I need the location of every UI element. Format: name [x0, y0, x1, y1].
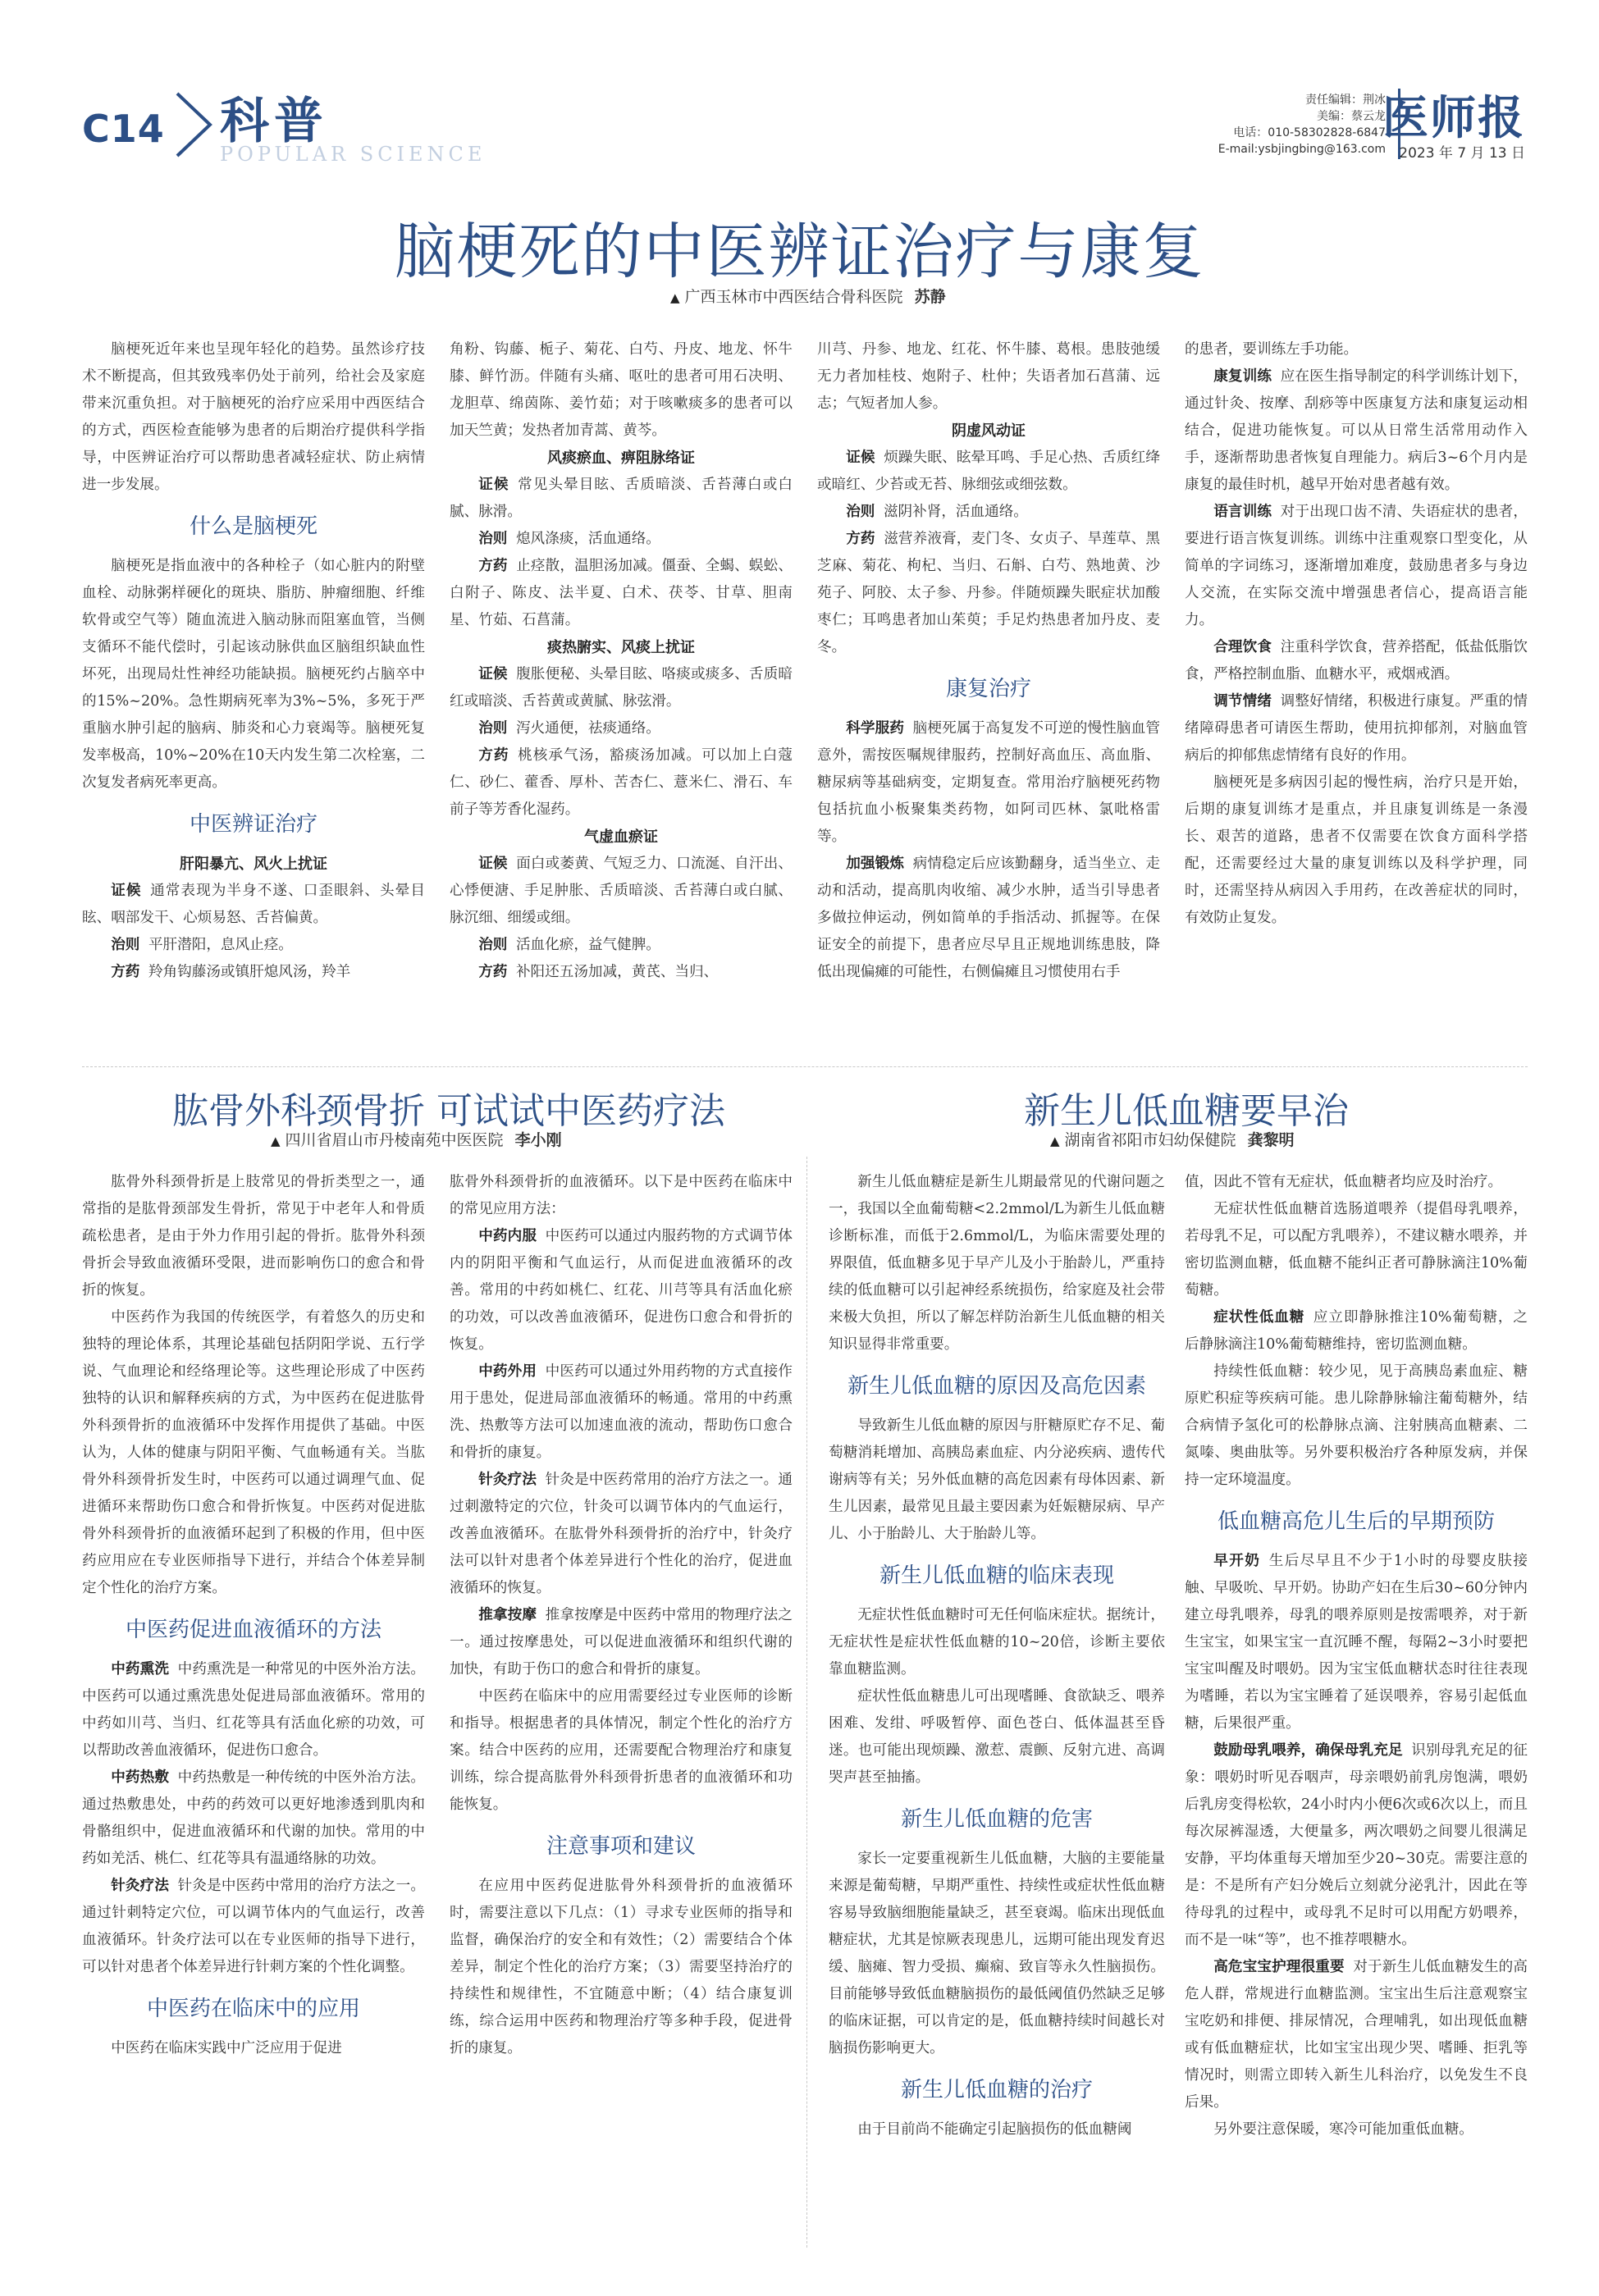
- paragraph-text: 对于新生儿低血糖发生的高危人群，常规进行血糖监测。宝宝出生后注意观察宝宝吃奶和排便、排尿情况，合理哺乳，如出现低血糖或有低血糖症状，比如宝宝出现少哭、嗜睡、拒乳等情况时，则需立即转入新生儿科治疗，以免发生不良后果。: [1185, 1959, 1528, 2111]
- paragraph-text: 针灸是中医药中常用的治疗方法之一。通过针刺特定穴位，可以调节体内的气血运行，改善血液循环。针灸疗法可以在专业医师的指导下进行，可以针对患者个体差异进行针刺方案的个性化调整。: [82, 1878, 425, 1975]
- subheading: 中医药促进血液循环的方法: [125, 1618, 381, 1642]
- lead-term: 中药熏洗: [111, 1661, 170, 1677]
- paragraph: [817, 526, 1160, 661]
- subheading: 新生儿低血糖的原因及高危因素: [847, 1374, 1146, 1399]
- paragraph: [817, 445, 1160, 499]
- email-line: E-mail:ysbjingbing@163.com: [1218, 143, 1386, 156]
- lead-term: 症状性低血糖: [1213, 1309, 1305, 1326]
- paragraph-text: 脑梗死属于高复发不可逆的慢性脑血管意外，需按医嘱规律服药，控制好高血压、高血脂、糖尿病等基础病变，定期复查。常用治疗脑梗死药物包括抗血小板聚集类药物，如阿司匹林、氯吡格雷等。: [817, 720, 1160, 845]
- phone-line: 电话：010-58302828-6847: [1233, 126, 1386, 139]
- subheading: 康复治疗: [945, 677, 1031, 701]
- lead-term: 证候: [478, 477, 509, 493]
- paragraph: 由于目前尚不能确定引起脑损伤的低血糖阈: [857, 2121, 1132, 2138]
- lead-term: 语言训练: [1213, 504, 1272, 520]
- paragraph: 中医药在临床中的应用需要经过专业医师的诊断和指导。根据患者的具体情况，制定个性化的治疗方案。结合中医药的应用，还需要配合物理治疗和康复训练，综合提高肱骨外科颈骨折患者的血液循环和功能恢复。: [450, 1688, 793, 1813]
- paragraph: [82, 932, 425, 959]
- paragraph-text: 泻火通便，祛痰通络。: [515, 720, 660, 737]
- paragraph: 川芎、丹参、地龙、红花、怀牛膝、葛根。患肢弛缓无力者加桂枝、炮附子、杜仲；失语者加石菖蒲、远志；气短者加人参。: [817, 341, 1160, 412]
- article-1-column-1: [82, 336, 425, 986]
- paragraph: [82, 959, 425, 986]
- paragraph: 脑梗死是多病因引起的慢性病，治疗只是开始，后期的康复训练才是重点，并且康复训练是一条漫长、艰苦的道路，患者不仅需要在饮食方面科学搭配，还需要经过大量的康复训练以及科学护理，同时，还需坚持从病因入手用药，在改善症状的同时，有效防止复发。: [1185, 774, 1528, 926]
- lead-term: 推拿按摩: [478, 1607, 537, 1623]
- paragraph: [817, 499, 1160, 526]
- paragraph: 中医药作为我国的传统医学，有着悠久的历史和独特的理论体系，其理论基础包括阴阳学说、五行学说、气血理论和经络理论等。这些理论形成了中医药独特的认识和解释疾病的方式，为中医药在促进肱骨外科颈骨折的血液循环中发挥作用提供了基础。中医认为，人体的健康与阴阳平衡、气血畅通有关。当肱骨外科颈骨折发生时，中医药可以通过调理气血、促进循环来帮助伤口愈合和骨折恢复。中医药对促进肱骨外科颈骨折的血液循环起到了积极的作用，但中医药应用应在专业医师指导下进行，并结合个体差异制定个性化的治疗方案。: [82, 1309, 425, 1596]
- page-number: C14: [82, 107, 165, 151]
- paragraph-text: 常见头晕目眩、舌质暗淡、舌苔薄白或白腻、脉滑。: [450, 477, 793, 520]
- author-name: 苏静: [914, 288, 946, 306]
- article-1-column-4: [1185, 336, 1528, 932]
- paragraph: 无症状性低血糖首选肠道喂养（提倡母乳喂养，若母乳不足，可以配方乳喂养），不建议糖水喂养，并密切监测血糖，低血糖不能纠正者可静脉滴注10%葡萄糖。: [1185, 1201, 1528, 1299]
- subheading: 中医辨证治疗: [189, 812, 318, 837]
- subheading: 低血糖高危儿生后的早期预防: [1217, 1509, 1495, 1534]
- subheading: 什么是脑梗死: [189, 514, 318, 539]
- paragraph-text: 中药熏洗是一种常见的中医外治方法。中医药可以通过熏洗患处促进局部血液循环。常用的中药如川芎、当归、红花等具有活血化瘀的功效，可以帮助改善血液循环，促进伤口愈合。: [82, 1661, 425, 1759]
- paragraph-text: 活血化瘀，益气健脾。: [515, 937, 660, 953]
- article-2-column-1: [82, 1169, 425, 2062]
- lead-term: 科学服药: [846, 720, 905, 737]
- paragraph-text: 平肝潜阳，息风止痉。: [148, 937, 293, 953]
- paragraph: [1185, 499, 1528, 634]
- triangle-icon: ▲: [1050, 1134, 1060, 1148]
- lead-term: 治则: [846, 504, 875, 520]
- paragraph-text: 推拿按摩是中医药中常用的物理疗法之一。通过按摩患处，可以促进血液循环和组织代谢的加快，有助于伤口的愈合和骨折的康复。: [450, 1607, 793, 1677]
- article-2-headline: 肱骨外科颈骨折 可试试中医药疗法: [172, 1090, 725, 1132]
- paragraph-text: 生后尽早且不少于1小时的母婴皮肤接触、早吸吮、早开奶。协助产妇在生后30~60分钟内建立母乳喂养，母乳的喂养原则是按需喂养，对于新生宝宝，如果宝宝一直沉睡不醒，每隔2~3小时要把宝宝叫醒及时喂奶。因为宝宝低血糖状态时往往表现为嗜睡，若以为宝宝睡着了延误喂养，容易引起低血糖，后果很严重。: [1185, 1553, 1528, 1732]
- lead-term: 证候: [478, 856, 508, 872]
- lead-term: 中药外用: [478, 1363, 537, 1380]
- paragraph: [450, 742, 793, 824]
- paragraph: [450, 851, 793, 932]
- paragraph: [450, 661, 793, 715]
- paragraph-text: 补阳还五汤加减，黄芪、当归、: [515, 964, 719, 980]
- paragraph: [82, 1873, 425, 1981]
- author-name: 李小刚: [514, 1131, 562, 1149]
- section-divider: [82, 1066, 1528, 1067]
- paragraph: [450, 526, 793, 553]
- paragraph-text: 通常表现为半身不遂、口歪眼斜、头晕目眩、咽部发干、心烦易怒、舌苔偏黄。: [82, 883, 425, 926]
- paragraph: [450, 1467, 793, 1602]
- syndrome-heading: 痰热腑实、风痰上扰证: [547, 639, 695, 656]
- section-title: 科普: [220, 93, 328, 150]
- paragraph: 中医药在临床实践中广泛应用于促进: [111, 2040, 342, 2056]
- paragraph: [450, 1358, 793, 1467]
- paragraph: [1185, 688, 1528, 769]
- paragraph-text: 烦躁失眠、眩晕耳鸣、手足心热、舌质红绛或暗红、少苔或无苔、脉细弦或细弦数。: [817, 450, 1160, 493]
- paragraph: [1185, 1737, 1528, 1954]
- article-2-byline: [271, 1128, 562, 1150]
- paragraph: 肱骨外科颈骨折是上肢常见的骨折类型之一，通常指的是肱骨颈部发生骨折，常见于中老年人和骨质疏松患者，是由于外力作用引起的骨折。肱骨外科颈骨折会导致血液循环受限，进而影响伤口的愈合和骨折的恢复。: [82, 1174, 425, 1299]
- syndrome-heading: 风痰瘀血、痹阻脉络证: [547, 450, 695, 467]
- paragraph: [450, 715, 793, 742]
- chevron-right-icon: [172, 90, 217, 159]
- article-3-headline: 新生儿低血糖要早治: [1024, 1090, 1349, 1132]
- subheading: 中医药在临床中的应用: [146, 1997, 360, 2021]
- lead-term: 证候: [478, 666, 508, 682]
- syndrome-heading: 阴虚风动证: [952, 422, 1026, 440]
- paragraph: [82, 1656, 425, 1764]
- paragraph-text: 面白或萎黄、气短乏力、口流涎、自汗出、心悸便溏、手足肿胀、舌质暗淡、舌苔薄白或白腻、脉沉细、细缓或细。: [450, 856, 793, 926]
- paragraph-text: 止痉散，温胆汤加减。僵蚕、全蝎、蜈蚣、白附子、陈皮、法半夏、白术、茯苓、甘草、胆南星、竹茹、石菖蒲。: [450, 558, 793, 628]
- paragraph-text: 腹胀便秘、头晕目眩、咯痰或痰多、舌质暗红或暗淡、舌苔黄或黄腻、脉弦滑。: [450, 666, 793, 710]
- paragraph: [450, 1223, 793, 1358]
- paragraph: [817, 715, 1160, 851]
- paragraph: [450, 932, 793, 959]
- lead-term: 治则: [478, 531, 508, 547]
- lead-term: 治则: [478, 937, 508, 953]
- paragraph-text: 病情稳定后应该勤翻身，适当坐立、走动和活动，提高肌肉收缩、减少水肿，适当引导患者多做拉伸运动，例如简单的手指活动、抓握等。在保证安全的前提下，患者应尽早且正规地训练患肢，降低出现偏瘫的可能性，右侧偏瘫且习惯使用右手: [817, 856, 1160, 980]
- paragraph: 值，因此不管有无症状，低血糖者均应及时治疗。: [1185, 1174, 1503, 1190]
- paragraph: [450, 959, 793, 986]
- paragraph: 症状性低血糖患儿可出现嗜睡、食欲缺乏、喂养困难、发绀、呼吸暂停、面色苍白、低体温甚至昏迷。也可能出现烦躁、激惹、震颤、反射亢进、高调哭声甚至抽搐。: [829, 1688, 1165, 1786]
- lead-term: 治则: [478, 720, 508, 737]
- lead-term: 早开奶: [1213, 1553, 1261, 1569]
- paragraph: 的患者，要训练左手功能。: [1185, 341, 1359, 358]
- subheading: 新生儿低血糖的临床表现: [879, 1563, 1114, 1588]
- triangle-icon: ▲: [670, 290, 680, 305]
- lead-term: 鼓励母乳喂养，确保母乳充足: [1213, 1742, 1403, 1759]
- author-org: 广西玉林市中西医结合骨科医院: [684, 288, 903, 306]
- lead-term: 高危宝宝护理很重要: [1213, 1959, 1345, 1975]
- article-3-byline: [1050, 1128, 1295, 1150]
- paragraph: [450, 1602, 793, 1683]
- column-divider: [806, 1157, 807, 2248]
- paragraph: [1185, 1954, 1528, 2116]
- paragraph-text: 针灸是中医药常用的治疗方法之一。通过刺激特定的穴位，针灸可以调节体内的气血运行，改善血液循环。在肱骨外科颈骨折的治疗中，针灸疗法可以针对患者个体差异进行个性化的治疗，促进血液循环的恢复。: [450, 1472, 793, 1596]
- paragraph-text: 应在医生指导制定的科学训练计划下，通过针灸、按摩、刮痧等中医康复方法和康复运动相结合，促进功能恢复。可以从日常生活常用动作入手，逐渐帮助患者恢复自理能力。病后3~6个月内是康复的最佳时机，越早开始对患者越有效。: [1185, 368, 1528, 493]
- author-name: 龚黎明: [1247, 1131, 1295, 1149]
- paragraph: [1185, 634, 1528, 688]
- subheading: 新生儿低血糖的治疗: [900, 2078, 1093, 2102]
- lead-term: 针灸疗法: [478, 1472, 537, 1488]
- paragraph-text: 中医药可以通过外用药物的方式直接作用于患处，促进局部血液循环的畅通。常用的中药熏洗、热敷等方法可以加速血液的流动，帮助伤口愈合和骨折的康复。: [450, 1363, 793, 1461]
- paragraph: 导致新生儿低血糖的原因与肝糖原贮存不足、葡萄糖消耗增加、高胰岛素血症、内分泌疾病、遗传代谢病等有关；另外低血糖的高危因素有母体因素、新生儿因素，最常见且最主要因素为妊娠糖尿病、早产儿、小于胎龄儿、大于胎龄儿等。: [829, 1417, 1165, 1542]
- paragraph: 无症状性低血糖时可无任何临床症状。据统计，无症状性是症状性低血糖的10~20倍，诊断主要依靠血糖监测。: [829, 1607, 1165, 1677]
- lead-term: 康复训练: [1213, 368, 1272, 385]
- lead-term: 中药内服: [478, 1228, 537, 1244]
- editor-info: [1123, 92, 1386, 157]
- article-1-column-3: [817, 336, 1160, 986]
- paragraph-text: 中医药可以通过内服药物的方式调节体内的阴阳平衡和气血运行，从而促进血液循环的改善。常用的中药如桃仁、红花、川芎等具有活血化瘀的功效，可以改善血液循环，促进伤口愈合和骨折的恢复。: [450, 1228, 793, 1353]
- article-1-headline: 脑梗死的中医辨证治疗与康复: [394, 217, 1205, 287]
- lead-term: 针灸疗法: [111, 1878, 170, 1894]
- lead-term: 合理饮食: [1213, 639, 1272, 655]
- lead-term: 方药: [478, 558, 508, 574]
- lead-term: 方药: [478, 747, 509, 764]
- editor-line: 责任编辑：荆冰: [1305, 94, 1386, 107]
- paragraph-text: 注重科学饮食，营养搭配，低盐低脂饮食，严格控制血脂、血糖水平，戒烟戒酒。: [1185, 639, 1528, 682]
- article-2-column-2: [450, 1169, 793, 2062]
- article-3-column-1: [829, 1169, 1165, 2143]
- paragraph: 家长一定要重视新生儿低血糖，大脑的主要能量来源是葡萄糖，早期严重性、持续性或症状性低血糖容易导致脑细胞能量缺乏，甚至衰竭。临床出现低血糖症状，尤其是惊厥表现患儿，远期可能出现发育迟缓、脑瘫、智力受损、癫痫、致盲等永久性脑损伤。目前能够导致低血糖脑损伤的最低阈值仍然缺乏足够的临床证据，可以肯定的是，低血糖持续时间越长对脑损伤影响更大。: [829, 1851, 1165, 2056]
- lead-term: 调节情绪: [1213, 693, 1272, 710]
- subheading: 注意事项和建议: [546, 1834, 696, 1859]
- paragraph-text: 中药热敷是一种传统的中医外治方法。通过热敷患处，中药的药效可以更好地渗透到肌肉和骨骼组织中，促进血液循环和代谢的加快。常用的中药如羌活、桃仁、红花等具有温通络脉的功效。: [82, 1769, 425, 1867]
- lead-term: 方药: [478, 964, 508, 980]
- paragraph: [817, 851, 1160, 986]
- lead-term: 中药热敷: [111, 1769, 170, 1786]
- article-1-byline: [670, 285, 946, 307]
- lead-term: 方药: [111, 964, 140, 980]
- paragraph: 角粉、钩藤、栀子、菊花、白芍、丹皮、地龙、怀牛膝、鲜竹沥。伴随有头痛、呕吐的患者可用石决明、龙胆草、绵茵陈、姜竹茹；对于咳嗽痰多的患者可以加天竺黄；发热者加青蒿、黄芩。: [450, 341, 793, 439]
- paragraph: 持续性低血糖：较少见，见于高胰岛素血症、糖原贮积症等疾病可能。患儿除静脉输注葡萄糖外，结合病情予氢化可的松静脉点滴、注射胰高血糖素、二氮嗪、奥曲肽等。另外要积极治疗各种原发病，并保持一定环境温度。: [1185, 1363, 1528, 1488]
- paragraph-text: 滋营养液膏，麦门冬、女贞子、旱莲草、黑芝麻、菊花、枸杞、当归、石斛、白芍、熟地黄、沙苑子、阿胶、太子参、丹参。伴随烦躁失眠症状加酸枣仁；耳鸣患者加山茱萸；手足灼热患者加丹皮、麦冬。: [817, 531, 1160, 655]
- designer-line: 美编：蔡云龙: [1317, 110, 1386, 123]
- paragraph: 新生儿低血糖症是新生儿期最常见的代谢问题之一，我国以全血葡萄糖<2.2mmol/L为新生儿低血糖诊断标准，而低于2.6mmol/L，为临床需要处理的界限值，低血糖多见于早产儿及小于胎龄儿，严重持续的低血糖可以引起神经系统损伤，给家庭及社会带来极大负担，所以了解怎样防治新生儿低血糖的相关知识显得非常重要。: [829, 1174, 1165, 1353]
- paragraph-text: 桃核承气汤，豁痰汤加减。可以加上白蔻仁、砂仁、藿香、厚朴、苦杏仁、薏米仁、滑石、车前子等芳香化湿药。: [450, 747, 793, 818]
- author-org: 四川省眉山市丹棱南苑中医医院: [285, 1131, 504, 1149]
- paragraph: 肱骨外科颈骨折的血液循环。以下是中医药在临床中的常见应用方法：: [450, 1174, 793, 1217]
- subheading: 新生儿低血糖的危害: [900, 1807, 1093, 1832]
- lead-term: 加强锻炼: [846, 856, 905, 872]
- article-3-column-2: [1185, 1169, 1528, 2143]
- paragraph-text: 调整好情绪，积极进行康复。严重的情绪障碍患者可请医生帮助，使用抗抑郁剂，对脑血管病后的抑郁焦虑情绪有良好的作用。: [1185, 693, 1528, 764]
- paragraph-text: 滋阴补肾，活血通络。: [883, 504, 1028, 520]
- paragraph: [82, 878, 425, 932]
- paragraph: [1185, 1304, 1528, 1358]
- paragraph: 在应用中医药促进肱骨外科颈骨折的血液循环时，需要注意以下几点：（1）寻求专业医师的指导和监督，确保治疗的安全和有效性；（2）需要结合个体差异，制定个性化的治疗方案；（3）需要坚持治疗的持续性和规律性，不宜随意中断；（4）结合康复训练，综合运用中医药和物理治疗等多种手段，促进骨折的康复。: [450, 1878, 793, 2056]
- paragraph: [450, 472, 793, 526]
- syndrome-heading: 肝阳暴亢、风火上扰证: [180, 856, 327, 873]
- paragraph-text: 羚角钩藤汤或镇肝熄风汤，羚羊: [148, 964, 351, 980]
- article-1-column-2: [450, 336, 793, 986]
- paragraph: [1185, 363, 1528, 499]
- paragraph: 脑梗死近年来也呈现年轻化的趋势。虽然诊疗技术不断提高，但其致残率仍处于前列，给社会及家庭带来沉重负担。对于脑梗死的治疗应采用中西医结合的方式，西医检查能够为患者的后期治疗提供科学指导，中医辨证治疗可以帮助患者减轻症状、防止病情进一步发展。: [82, 341, 425, 493]
- lead-term: 证候: [111, 883, 142, 899]
- paragraph-text: 熄风涤痰，活血通络。: [515, 531, 660, 547]
- paragraph: [82, 1764, 425, 1873]
- paragraph: [450, 553, 793, 634]
- newspaper-logo: 医师报: [1382, 91, 1525, 145]
- syndrome-heading: 气虚血瘀证: [584, 828, 658, 846]
- paragraph-text: 对于出现口齿不清、失语症状的患者，要进行语言恢复训练。训练中注重观察口型变化，从简单的字词练习，逐渐增加难度，鼓励患者多与身边人交流，在实际交流中增强患者信心，提高语言能力。: [1185, 504, 1528, 628]
- paragraph: [1185, 1548, 1528, 1737]
- paragraph-text: 识别母乳充足的征象：喂奶时听见吞咽声，母亲喂奶前乳房饱满，喂奶后乳房变得松软，24小时内小便6次或6次以上，而且每次尿裤湿透，大便量多，两次喂奶之间婴儿很满足安静，平均体重每天增加至少20~30克。需要注意的是：不是所有产妇分娩后立刻就分泌乳汁，因此在等待母乳的过程中，或母乳不足时可以用配方奶喂养，而不是一味“等”，也不推荐喂糖水。: [1185, 1742, 1528, 1948]
- paragraph-text: 应立即静脉推注10%葡萄糖，之后静脉滴注10%葡萄糖维持，密切监测血糖。: [1185, 1309, 1528, 1353]
- paragraph: 脑梗死是指血液中的各种栓子（如心脏内的附壁血栓、动脉粥样硬化的斑块、脂肪、肿瘤细胞、纤维软骨或空气等）随血流进入脑动脉而阻塞血管，当侧支循环不能代偿时，引起该动脉供血区脑组织缺血性坏死，出现局灶性神经功能缺损。脑梗死约占脑卒中的15%~20%。急性期病死率为3%~5%，多死于严重脑水肿引起的脑病、肺炎和心力衰竭等。脑梗死复发率极高，10%~20%在10天内发生第二次栓塞，二次复发者病死率更高。: [82, 558, 425, 791]
- lead-term: 证候: [846, 450, 875, 466]
- paragraph: 另外要注意保暖，寒冷可能加重低血糖。: [1213, 2121, 1473, 2138]
- issue-date: 2023 年 7 月 13 日: [1399, 145, 1525, 162]
- section-subtitle: POPULAR SCIENCE: [220, 143, 487, 166]
- author-org: 湖南省祁阳市妇幼保健院: [1064, 1131, 1236, 1149]
- triangle-icon: ▲: [271, 1134, 281, 1148]
- lead-term: 方药: [846, 531, 875, 547]
- lead-term: 治则: [111, 937, 140, 953]
